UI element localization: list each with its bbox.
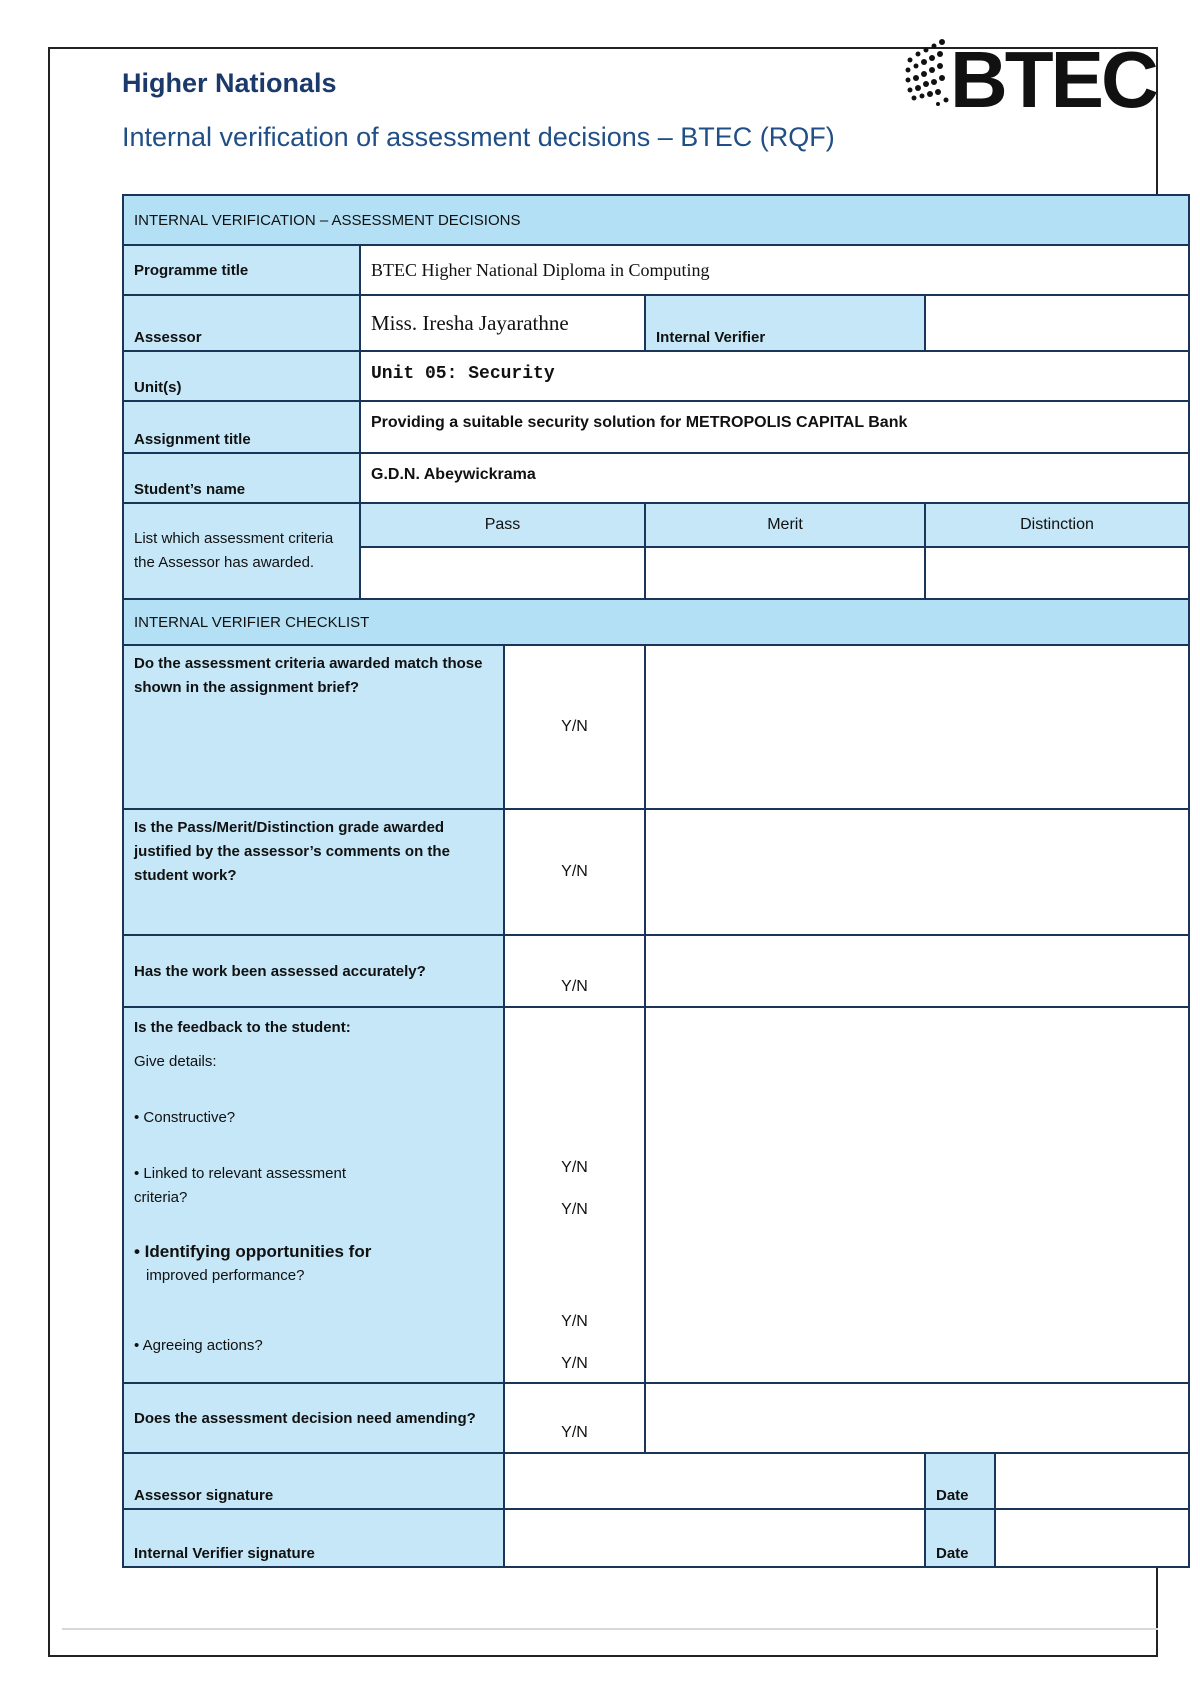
pass-criteria-field[interactable] [360,547,645,599]
yn-feedback-stack [505,1008,644,1380]
verifier-date-label: Date [925,1509,995,1567]
yn-feedback-column [504,1007,645,1383]
unit-row [123,351,1189,401]
comment-feedback[interactable] [645,1007,1189,1383]
yn-assessed-accurately[interactable]: Y/N [504,935,645,1007]
criteria-label: List which assessment criteria the Assessor has awarded. [123,503,360,599]
checklist-header-row [123,599,1189,645]
verifier-signature-row [123,1509,1189,1567]
question-criteria-match: Do the assessment criteria awarded match those shown in the assignment brief? [123,645,504,809]
section-title-checklist: INTERNAL VERIFIER CHECKLIST [123,599,1189,645]
section-header-row [123,195,1189,245]
yn-feedback-4[interactable]: Y/N [561,1355,588,1372]
assessor-signature-label: Assessor signature [123,1453,504,1509]
assessor-signature-field[interactable] [504,1453,925,1509]
programme-title-label: Programme title [123,245,360,295]
comment-criteria-match[interactable] [645,645,1189,809]
distinction-criteria-field[interactable] [925,547,1189,599]
feedback-item-linked: • Linked to relevant assessment criteria? [134,1165,347,1206]
assessor-row [123,295,1189,351]
assessor-value: Miss. Iresha Jayarathne [360,295,645,351]
question-decision-amending: Does the assessment decision need amending? [123,1383,504,1453]
logo-dots [906,39,949,106]
comment-grade-justified[interactable] [645,809,1189,935]
assessor-label: Assessor [123,295,360,351]
verifier-signature-field[interactable] [504,1509,925,1567]
student-name-value: G.D.N. Abeywickrama [360,453,1189,503]
assessor-signature-row [123,1453,1189,1509]
assignment-row [123,401,1189,453]
internal-verifier-field[interactable] [925,295,1189,351]
student-row [123,453,1189,503]
question-feedback [123,1007,504,1383]
feedback-item-improved: improved performance? [146,1267,305,1284]
yn-decision-amending[interactable]: Y/N [504,1383,645,1453]
checklist-row-5 [123,1383,1189,1453]
checklist-row-2 [123,809,1189,935]
yn-grade-justified[interactable]: Y/N [504,809,645,935]
checklist-row-1 [123,645,1189,809]
feedback-title: Is the feedback to the student: [134,1019,351,1036]
unit-label: Unit(s) [123,351,360,401]
page-title: Internal verification of assessment decisions – BTEC (RQF) [122,122,835,152]
verification-form [122,194,1190,1568]
comment-assessed-accurately[interactable] [645,935,1189,1007]
footer-rule [62,1628,1158,1630]
btec-logo-text: BTEC [950,35,1156,124]
yn-feedback-3[interactable]: Y/N [561,1313,588,1330]
brand-heading: Higher Nationals [122,68,337,98]
assignment-title-label: Assignment title [123,401,360,453]
feedback-item-identifying: • Identifying opportunities for [134,1242,372,1261]
verifier-date-field[interactable] [995,1509,1189,1567]
internal-verifier-label: Internal Verifier [645,295,925,351]
merit-criteria-field[interactable] [645,547,925,599]
programme-row [123,245,1189,295]
yn-feedback-1[interactable]: Y/N [561,1159,588,1176]
feedback-item-agreeing: • Agreeing actions? [134,1337,263,1354]
feedback-item-constructive: • Constructive? [134,1109,236,1126]
question-grade-justified: Is the Pass/Merit/Distinction grade awarded justified by the assessor’s comments on the student work? [123,809,504,935]
grade-header-row [123,503,1189,547]
student-name-label: Student’s name [123,453,360,503]
feedback-give-details: Give details: [134,1053,217,1070]
checklist-row-3 [123,935,1189,1007]
section-title-decisions: INTERNAL VERIFICATION – ASSESSMENT DECISIONS [123,195,1189,245]
comment-decision-amending[interactable] [645,1383,1189,1453]
pass-header: Pass [360,503,645,547]
distinction-header: Distinction [925,503,1189,547]
yn-criteria-match[interactable]: Y/N [504,645,645,809]
programme-title-value: BTEC Higher National Diploma in Computing [360,245,1189,295]
unit-value: Unit 05: Security [360,351,1189,401]
assessor-date-field[interactable] [995,1453,1189,1509]
assignment-title-value: Providing a suitable security solution for METROPOLIS CAPITAL Bank [360,401,1189,453]
question-assessed-accurately: Has the work been assessed accurately? [123,935,504,1007]
merit-header: Merit [645,503,925,547]
checklist-row-4 [123,1007,1189,1383]
assessor-date-label: Date [925,1453,995,1509]
yn-feedback-2[interactable]: Y/N [561,1201,588,1218]
verifier-signature-label: Internal Verifier signature [123,1509,504,1567]
